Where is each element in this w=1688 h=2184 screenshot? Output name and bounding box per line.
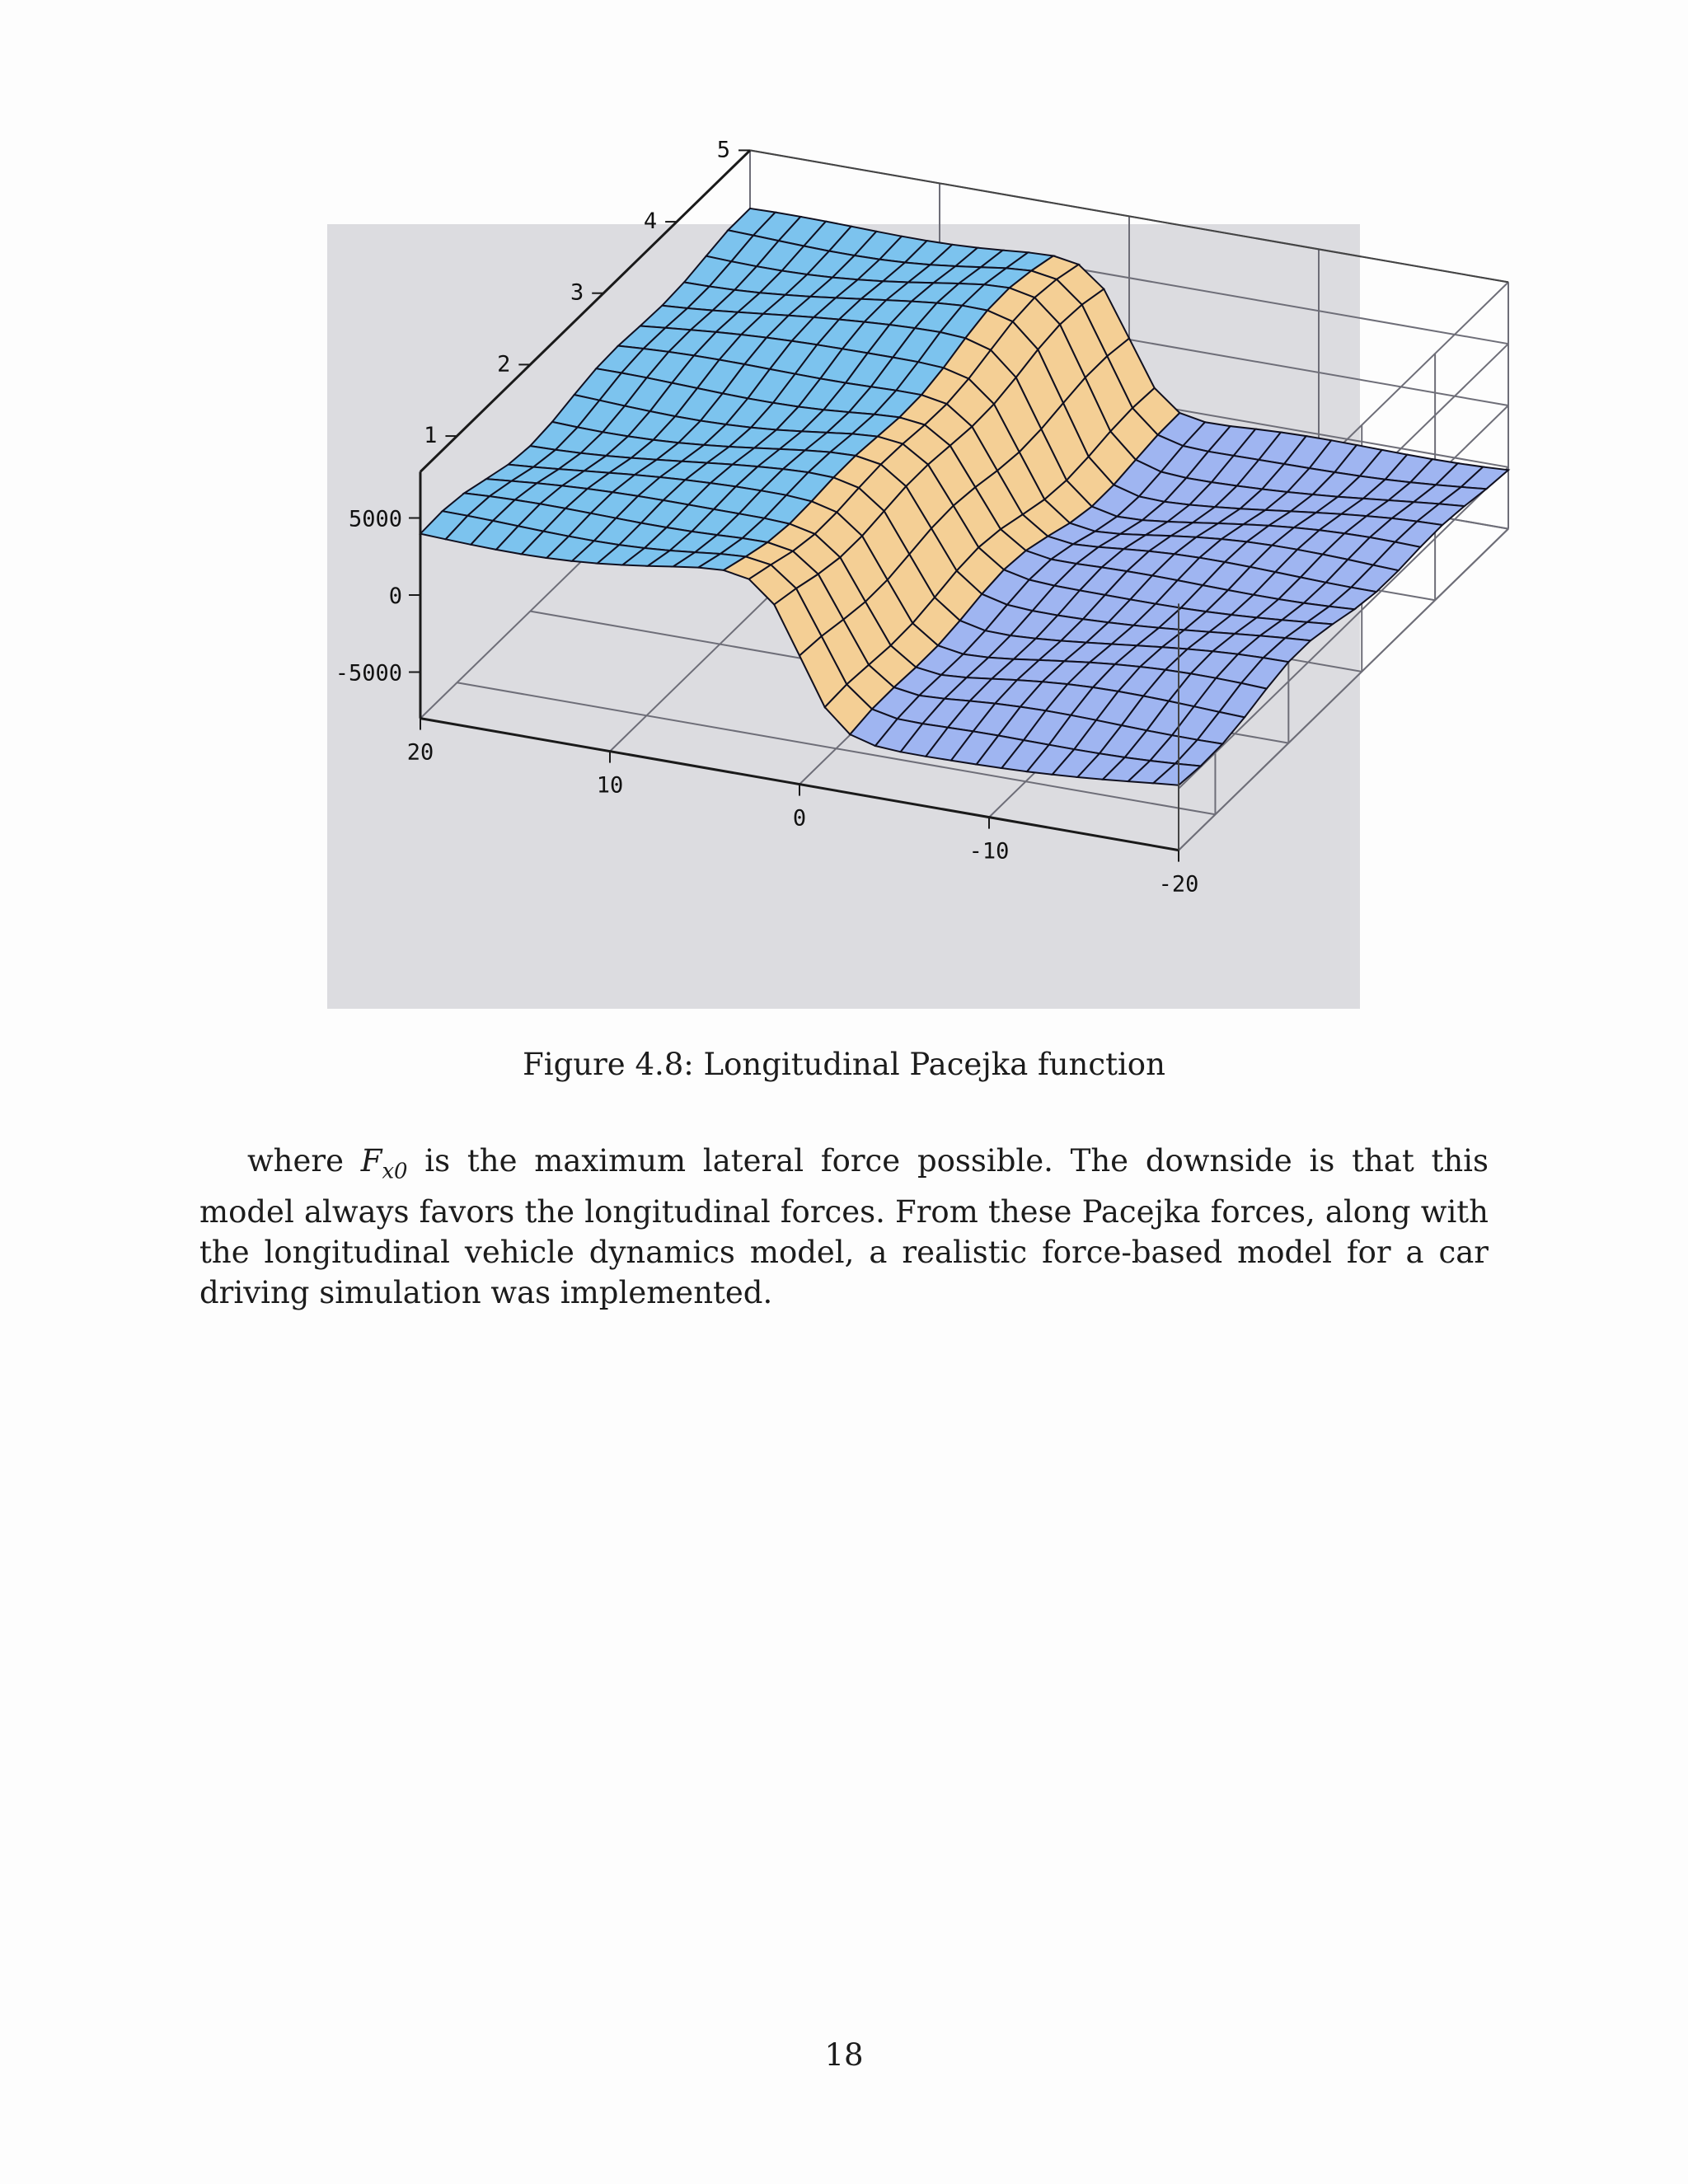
surface-plot xyxy=(327,137,1360,1009)
y-tick-label: 3 xyxy=(570,279,584,306)
math-symbol xyxy=(360,1143,408,1184)
body-paragraph xyxy=(199,1141,1489,1313)
surface-plot-figure xyxy=(327,137,1360,1009)
y-tick-label: 4 xyxy=(643,209,658,235)
y-tick-label: 5 xyxy=(716,137,730,163)
x-tick-label: -20 xyxy=(1158,871,1199,898)
y-tick-label: 1 xyxy=(424,423,438,449)
paragraph-rest: is the maximum lateral force possible. The downside is that this model always favors the longitudinal forces. From these Pacejka forces, along with the longitudinal vehicle dynamics model, a realistic force-based model for a car driving simulation was implemented. xyxy=(199,1143,1489,1311)
math-main: F xyxy=(360,1143,382,1179)
figure-caption: Figure 4.8: Longitudinal Pacejka function xyxy=(523,1047,1165,1082)
x-tick-label: 10 xyxy=(596,772,624,799)
page-number: 18 xyxy=(824,2037,864,2073)
x-tick-label: 0 xyxy=(792,805,807,832)
math-subscript: x0 xyxy=(382,1159,408,1184)
x-tick-label: 20 xyxy=(406,739,434,766)
paragraph-lead: where xyxy=(247,1143,361,1179)
z-tick-label: 0 xyxy=(388,583,402,609)
z-tick-label: 5000 xyxy=(348,506,402,532)
z-tick-label: -5000 xyxy=(335,660,402,687)
x-tick-label: -10 xyxy=(968,838,1010,865)
y-tick-label: 2 xyxy=(497,351,511,377)
